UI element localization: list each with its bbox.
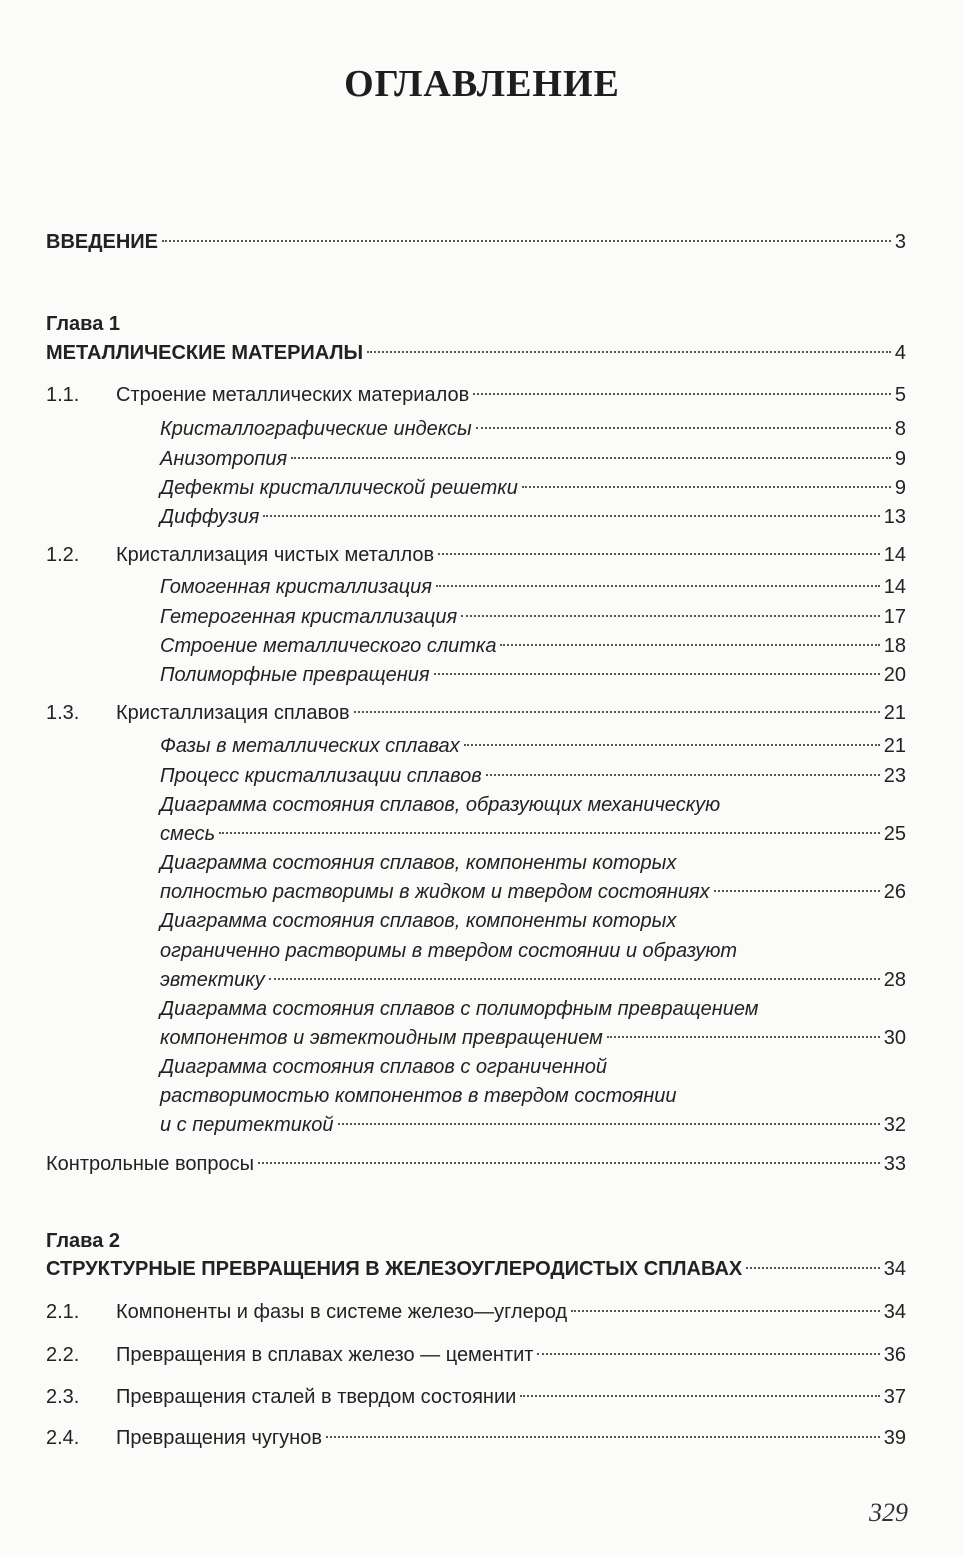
leader-dots [367,351,891,353]
section-number: 2.2. [46,1344,80,1366]
leader-dots [714,890,880,892]
toc-page-number: 14 [883,576,906,598]
toc-entry-text: смесь [160,823,216,845]
toc-subentry-line: растворимостью компонентов в твердом состоянии [160,1085,677,1107]
toc-page-number: 5 [894,384,906,406]
toc-entry-text: Гетерогенная кристаллизация [160,606,458,628]
leader-dots [291,457,891,459]
leader-dots [434,673,880,675]
toc-entry-text: ВВЕДЕНИЕ [46,231,158,253]
toc-subentry[interactable] [160,445,906,473]
chapter-2-label: Глава 2 [46,1230,121,1252]
toc-page-number: 21 [883,702,906,724]
toc-subentry-line: Диаграмма состояния сплавов с ограниченной [160,1056,608,1078]
leader-dots [473,393,891,395]
toc-page-number: 9 [894,477,906,499]
toc-entry-text: Диффузия [160,506,260,528]
toc-entry-text: Гомогенная кристаллизация [160,576,432,598]
toc-entry-text: Строение металлических материалов [116,384,470,406]
leader-dots [571,1310,880,1312]
toc-entry-text: МЕТАЛЛИЧЕСКИЕ МАТЕРИАЛЫ [46,342,364,364]
toc-entry-2-2[interactable] [116,1341,906,1369]
toc-subentry[interactable] [160,415,906,443]
toc-subentry[interactable] [160,878,906,906]
leader-dots [476,427,891,429]
leader-dots [219,832,880,834]
toc-entry-chapter-1[interactable] [46,339,906,367]
toc-page-number: 21 [883,735,906,757]
toc-page-number: 28 [883,969,906,991]
toc-page-number: 17 [883,606,906,628]
toc-page-number: 34 [883,1258,906,1280]
toc-subentry[interactable] [160,966,906,994]
toc-page-number: 8 [894,418,906,440]
toc-entry-text: компонентов и эвтектоидным превращением [160,1027,603,1049]
leader-dots [486,774,880,776]
section-number: 2.3. [46,1386,80,1408]
toc-subentry-line: ограниченно растворимы в твердом состоянии и образуют [160,940,738,962]
toc-page-number: 18 [883,635,906,657]
toc-subentry-line: Диаграмма состояния сплавов, компоненты которых [160,910,677,932]
toc-page-number: 32 [883,1114,906,1136]
toc-entry-questions[interactable] [46,1150,906,1178]
leader-dots [522,486,891,488]
toc-entry-text: Полиморфные превращения [160,664,430,686]
toc-page-number: 37 [883,1386,906,1408]
chapter-1-label: Глава 1 [46,313,121,335]
toc-subentry[interactable] [160,661,906,689]
toc-entry-text: Превращения в сплавах железо — цементит [116,1344,534,1366]
toc-page-number: 39 [883,1427,906,1449]
toc-page-number: 20 [883,664,906,686]
toc-entry-text: Превращения чугунов [116,1427,322,1449]
toc-entry-text: Строение металлического слитка [160,635,497,657]
toc-page-number: 14 [883,544,906,566]
toc-entry-2-4[interactable] [116,1424,906,1452]
section-number: 2.4. [46,1427,80,1449]
toc-page-number: 33 [883,1153,906,1175]
toc-subentry-line: Диаграмма состояния сплавов, компоненты которых [160,852,677,874]
toc-entry-text: Фазы в металлических сплавах [160,735,460,757]
toc-subentry[interactable] [160,1024,906,1052]
toc-entry-text: полностью растворимы в жидком и твердом состояниях [160,881,710,903]
toc-entry-text: эвтектику [160,969,265,991]
toc-subentry[interactable] [160,820,906,848]
leader-dots [338,1123,880,1125]
section-number: 1.3. [46,702,80,724]
leader-dots [746,1267,880,1269]
leader-dots [607,1036,880,1038]
toc-entry-1-2[interactable] [116,541,906,569]
toc-subentry[interactable] [160,474,906,502]
toc-page-number: 3 [894,231,906,253]
toc-page-number: 13 [883,506,906,528]
toc-entry-text: Кристаллизация сплавов [116,702,350,724]
toc-entry-1-3[interactable] [116,699,906,727]
toc-entry-intro[interactable] [46,228,906,256]
leader-dots [162,240,891,242]
toc-page-number: 26 [883,881,906,903]
leader-dots [500,644,879,646]
toc-page-number: 30 [883,1027,906,1049]
leader-dots [464,744,880,746]
toc-page-number: 23 [883,765,906,787]
toc-page-number: 36 [883,1344,906,1366]
toc-subentry[interactable] [160,1111,906,1139]
toc-entry-text: СТРУКТУРНЫЕ ПРЕВРАЩЕНИЯ В ЖЕЛЕЗОУГЛЕРОДИСТЫХ СПЛАВАХ [46,1258,743,1280]
toc-subentry[interactable] [160,762,906,790]
toc-entry-text: и с перитектикой [160,1114,334,1136]
toc-subentry-line: Диаграмма состояния сплавов, образующих механическую [160,794,721,816]
section-number: 2.1. [46,1301,80,1323]
toc-entry-text: Кристаллографические индексы [160,418,472,440]
toc-subentry-line: Диаграмма состояния сплавов с полиморфным превращением [160,998,759,1020]
toc-entry-text: Процесс кристаллизации сплавов [160,765,482,787]
leader-dots [461,615,880,617]
toc-page-number: 9 [894,448,906,470]
toc-entry-text: Анизотропия [160,448,288,470]
toc-entry-text: Контрольные вопросы [46,1153,254,1175]
toc-entry-text: Кристаллизация чистых металлов [116,544,435,566]
toc-entry-text: Дефекты кристаллической решетки [160,477,518,499]
toc-entry-text: Превращения сталей в твердом состоянии [116,1386,517,1408]
leader-dots [537,1353,879,1355]
toc-page-number: 4 [894,342,906,364]
section-number: 1.1. [46,384,80,406]
leader-dots [436,585,880,587]
section-number: 1.2. [46,544,80,566]
leader-dots [438,553,880,555]
toc-page-number: 25 [883,823,906,845]
leader-dots [354,711,880,713]
leader-dots [520,1395,879,1397]
toc-subentry[interactable] [160,603,906,631]
leader-dots [326,1436,880,1438]
toc-entry-chapter-2[interactable] [46,1255,906,1283]
toc-subentry[interactable] [160,573,906,601]
leader-dots [258,1162,880,1164]
toc-page-number: 34 [883,1301,906,1323]
page-title: ОГЛАВЛЕНИЕ [344,63,620,105]
toc-entry-2-1[interactable] [116,1298,906,1326]
toc-entry-text: Компоненты и фазы в системе железо—углерод [116,1301,568,1323]
toc-subentry[interactable] [160,732,906,760]
toc-entry-1-1[interactable] [116,381,906,409]
toc-entry-2-3[interactable] [116,1383,906,1411]
toc-subentry[interactable] [160,503,906,531]
leader-dots [263,515,879,517]
toc-subentry[interactable] [160,632,906,660]
page-folio-number: 329 [869,1498,908,1527]
leader-dots [269,978,880,980]
